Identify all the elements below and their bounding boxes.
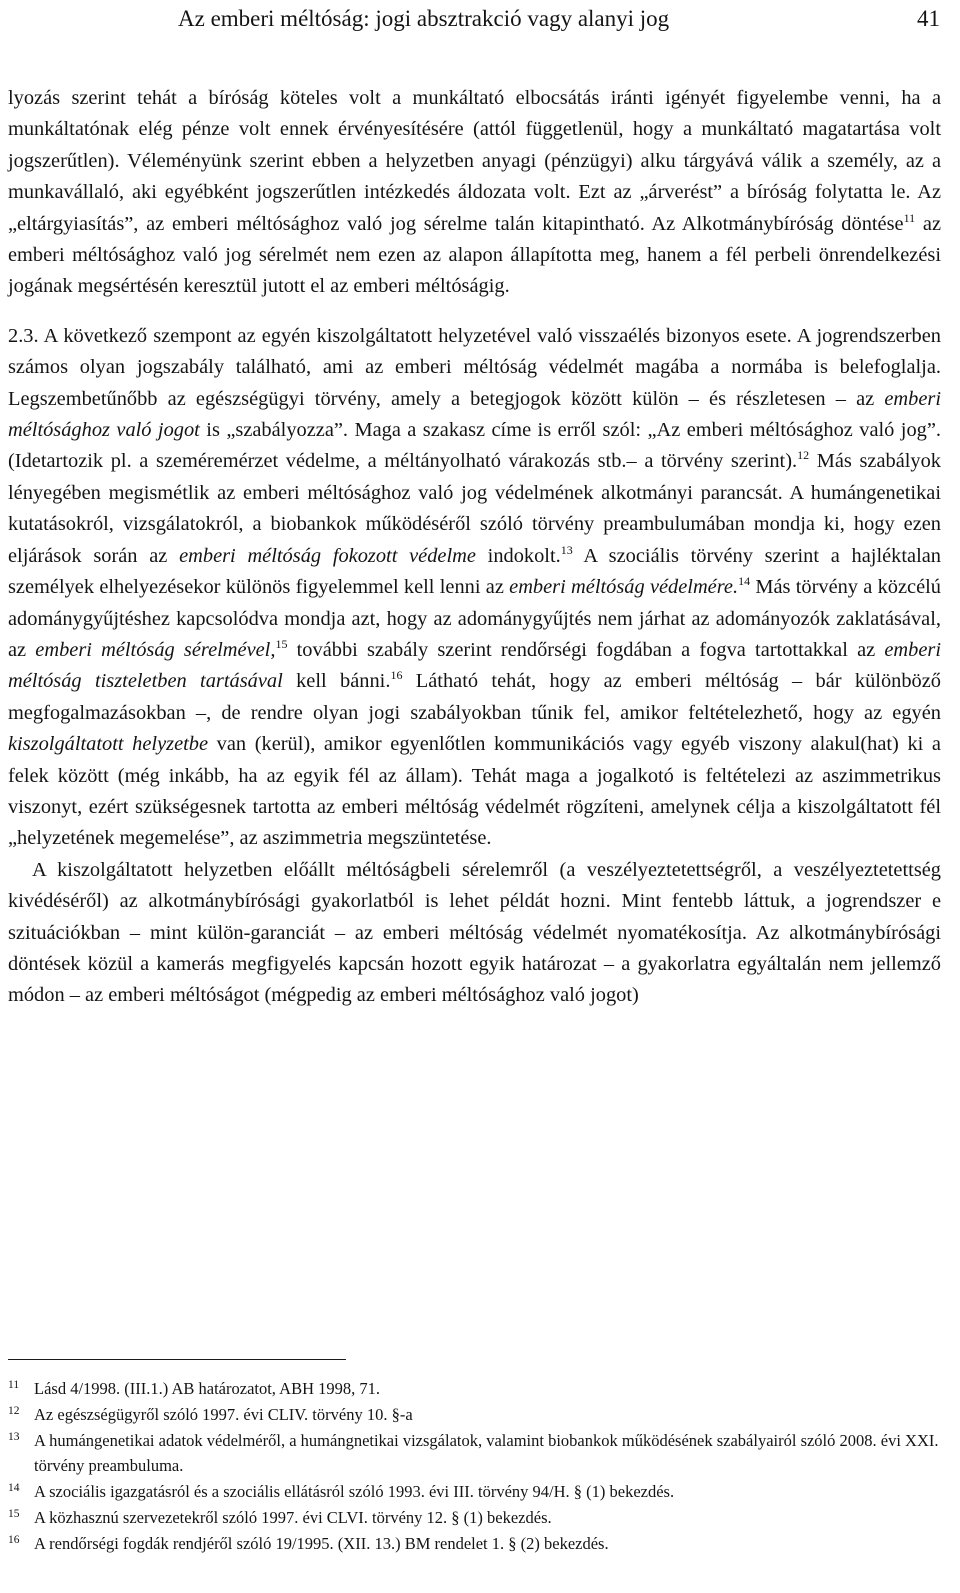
text-run: lyozás szerint tehát a bíróság köteles volt a munkáltató elbocsátás iránti igényét figyelembe venni, ha a munkáltatónak elég pénze volt ennek érvényesítésére (attól függetlenül, hogy a munkáltató magatartása volt jogszerűtlen). Véleményünk szerint ebben a helyzetben anyagi (pénzügyi) alku tárgyává válik a személy, az a munkavállaló, aki egyébként jogszerűtlen intézkedés áldozata volt. Ezt az „árverést” a bíróság folytatta le. Az „eltárgyiasítás”, az emberi méltósághoz való jog sérelme talán kitapintható. Az Alkotmánybíróság döntése xyxy=(8,87,941,235)
footnote-number: 11 xyxy=(8,1379,20,1391)
footnote-ref[interactable]: 14 xyxy=(738,574,751,589)
italic-phrase: emberi méltóság tiszteletben tartásával xyxy=(8,638,941,693)
footnote-text: A közhasznú szervezetekről szóló 1997. évi CLVI. törvény 12. § (1) bekezdés. xyxy=(34,1507,552,1527)
footnote-separator xyxy=(8,1359,346,1360)
footnote-number: 12 xyxy=(8,1404,20,1417)
footnote-number: 13 xyxy=(8,1430,20,1443)
italic-phrase: emberi méltósághoz való jogot xyxy=(8,387,941,442)
text-run: az emberi méltósághoz való jog sérelmét nem ezen az alapon állapította meg, hanem a fél perbeli önrendelkezési jogának megsértésén keresztül jutott el az emberi méltóságig. xyxy=(8,212,941,298)
footnote-ref[interactable]: 15 xyxy=(275,636,288,651)
text-run: Más szabályok lényegében megismétlik az emberi méltósághoz való jog védelmének alkotmányi parancsát. A humángenetikai kutatásokról, vizsgálatokról, a biobankok működéséről szóló törvény preambulumában mondja ki, hogy ezen eljárások során az xyxy=(8,450,941,567)
footnote-14 xyxy=(8,1479,941,1505)
text-run: 2.3. A következő szempont az egyén kiszolgáltatott helyzetével való visszaélés bizonyos esete. A jogrendszerben számos olyan jogszabály található, ami az emberi méltóság védelmét magába a normába is belefoglalja. Legszembetűnőbb az egészségügyi törvény, amely a betegjogok között külön – és részletesen – az xyxy=(8,324,941,410)
footnote-number: 14 xyxy=(8,1482,20,1495)
footnote-text: Az egészségügyről szóló 1997. évi CLIV. törvény 10. §-a xyxy=(34,1404,413,1424)
footnote-ref[interactable]: 16 xyxy=(390,668,403,683)
page-number: 41 xyxy=(917,6,940,31)
text-run: A szociális törvény szerint a hajléktalan személyek elhelyezésekor különös figyelemmel kell lenni az xyxy=(8,544,941,599)
text-run: van (kerül), amikor egyenlőtlen kommunikációs vagy egyéb viszony alakul(hat) ki a felek között (még inkább, ha az egyik fél az állam). Tehát maga a jogalkotó is feltételezi az aszimmetrikus viszonyt, ezért szükségesnek tartotta az emberi méltóság védelmét rögzíteni, amelynek célja a kiszolgáltatott fél „helyzetének megemelése”, az aszimmetria megszüntetése. xyxy=(8,733,941,850)
text-run: további szabály szerint rendőrségi fogdában a fogva tartottakkal az xyxy=(287,638,885,661)
italic-phrase: emberi méltóság védelmére. xyxy=(509,576,739,599)
footnote-11 xyxy=(8,1376,941,1402)
footnote-ref[interactable]: 11 xyxy=(903,210,916,225)
running-header xyxy=(178,4,940,36)
footnote-ref[interactable]: 12 xyxy=(797,448,810,463)
footnote-number: 16 xyxy=(8,1533,20,1546)
footnote-text: A rendőrségi fogdák rendjéről szóló 19/1995. (XII. 13.) BM rendelet 1. § (2) bekezdés. xyxy=(34,1533,609,1553)
text-run: indokolt. xyxy=(475,544,561,567)
footnote-text: A humángenetikai adatok védelméről, a humángnetikai vizsgálatok, valamint biobankok működésének szabályairól szóló 2008. évi XXI. törvény preambuluma. xyxy=(34,1430,939,1476)
text-run: A kiszolgáltatott helyzetben előállt méltóságbeli sérelemről (a veszélyeztetettségről, a veszélyeztetettség kivédéséről) az alkotmánybírósági gyakorlatból is lehet példát hozni. Mint fentebb láttuk, a jogrendszer e szituációkban – mint külön-garanciát – az emberi méltóság védelmét nyomatékosítja. Az alkotmánybírósági döntések közül a kamerás megfigyelés kapcsán hozott egyik határozat – a gyakorlatra egyáltalán nem jellemző módon – az emberi méltóságot (mégpedig az emberi méltósághoz való jogot) xyxy=(8,858,941,1007)
footnote-ref[interactable]: 13 xyxy=(560,542,573,557)
footnote-16 xyxy=(8,1531,941,1557)
footnote-text: Lásd 4/1998. (III.1.) AB határozatot, ABH 1998, 71. xyxy=(34,1379,380,1398)
text-run: Látható tehát, hogy az emberi méltóság – bár különböző megfogalmazásokban –, de rendre olyan jogi szabályokban tűnik fel, amikor feltételezhető, hogy az egyén xyxy=(8,670,941,724)
footnote-12 xyxy=(8,1402,941,1428)
footnote-13 xyxy=(8,1428,941,1480)
body-text xyxy=(8,83,941,1012)
text-run: is „szabályozza”. Maga a szakasz címe is erről szól: „Az emberi méltósághoz való jog”. (Idetartozik pl. a szeméremérzet védelme, a méltányolható várakozás stb.– a törvény szerint). xyxy=(8,419,942,473)
text-run: Más törvény a közcélú adománygyűjtéshez kapcsolódva mondja azt, hogy az adománygyűjtés nem járhat az adományozók zaklatásával, az xyxy=(8,576,941,661)
footnote-number: 15 xyxy=(8,1507,20,1520)
text-run: kell bánni. xyxy=(282,670,391,693)
footnote-15 xyxy=(8,1505,941,1531)
italic-phrase: emberi méltóság fokozott védelme xyxy=(179,544,476,567)
paragraph-section-2-3 xyxy=(8,321,941,855)
paragraph xyxy=(8,855,941,1012)
header-title: Az emberi méltóság: jogi absztrakció vagy alanyi jog xyxy=(178,6,670,31)
paragraph xyxy=(8,83,941,303)
italic-phrase: kiszolgáltatott helyzetbe xyxy=(8,733,209,756)
italic-phrase: emberi méltóság sérelmével, xyxy=(35,638,276,661)
footnote-text: A szociális igazgatásról és a szociális ellátásról szóló 1993. évi III. törvény 94/H. § (1) bekezdés. xyxy=(34,1482,675,1502)
footnotes xyxy=(8,1376,941,1557)
